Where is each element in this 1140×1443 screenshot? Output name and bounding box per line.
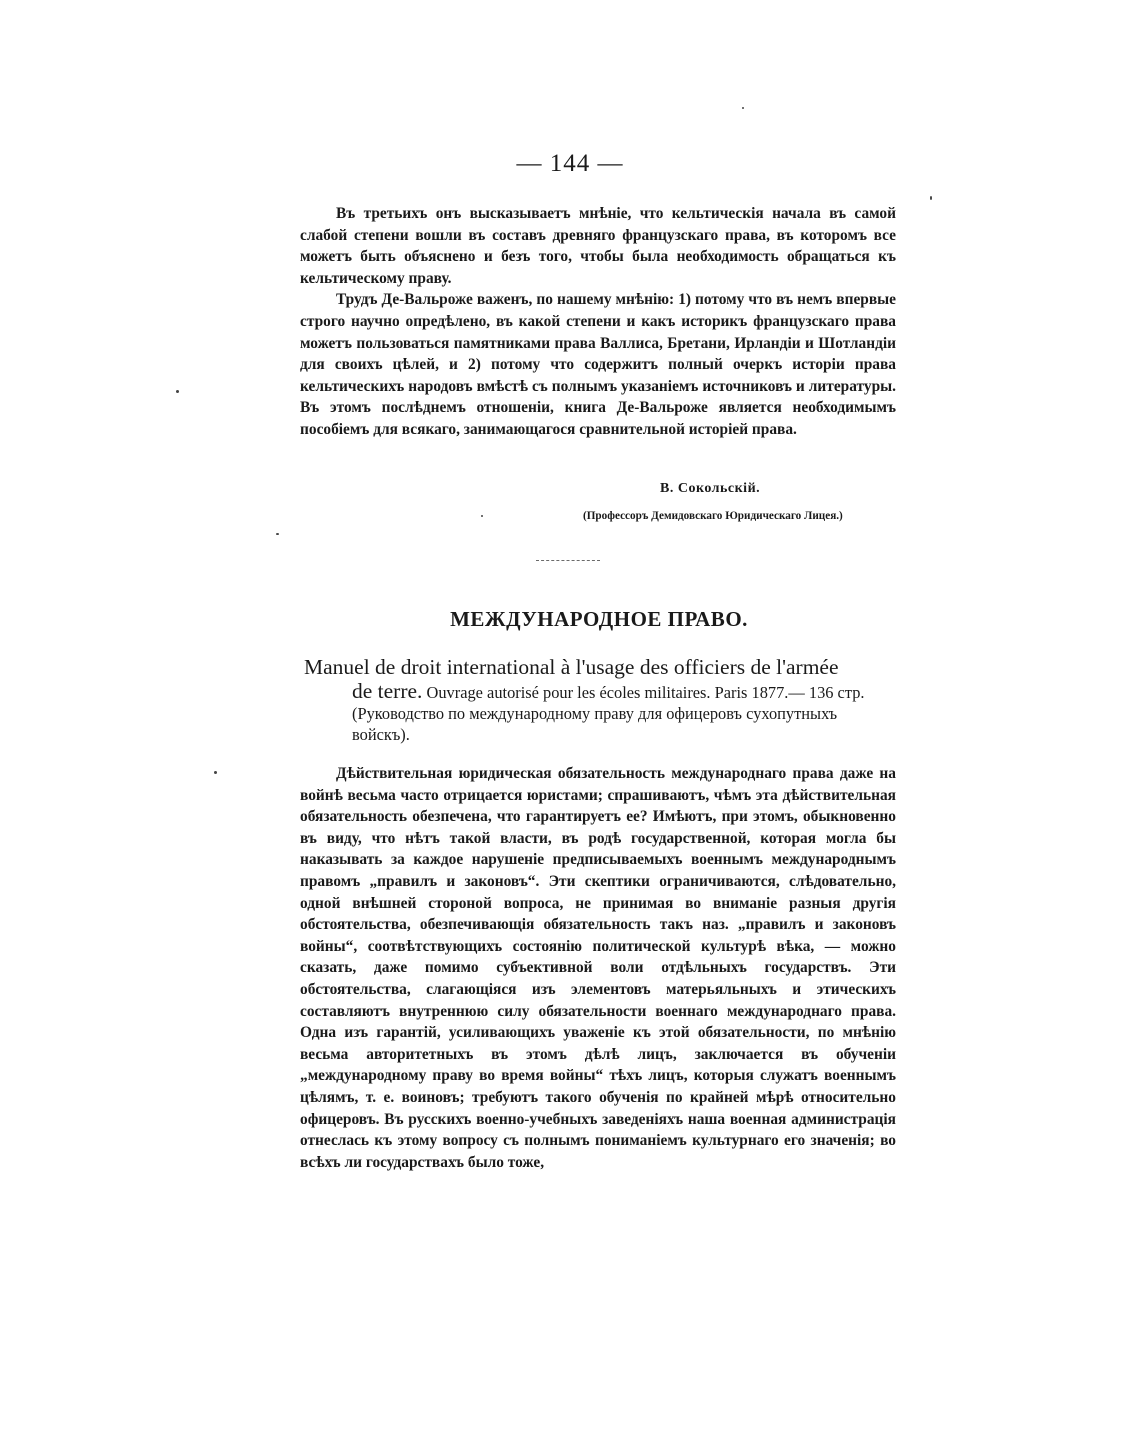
scan-speck — [214, 771, 217, 774]
book-title: Manuel de droit international à l'usage des officiers de l'armée — [304, 655, 839, 679]
author-affiliation: (Профессоръ Демидовскаго Юридическаго Лицея.) — [583, 510, 843, 522]
scan-speck — [742, 107, 744, 109]
article-paragraph: Дѣйствительная юридическая обязательность международнаго права даже на войнѣ весьма часто отрицается юристами; спрашиваютъ, чѣмъ эта дѣйствительная обязательность обезпечена, что гарантируетъ ее? Имѣютъ, при этомъ, обыкновенно въ виду, что нѣтъ такой власти, въ родѣ государственной, которая могла бы наказывать за каждое нарушеніе предписываемыхъ военнымъ международнымъ правомъ „правилъ и законовъ“. Эти скептики ограничиваются, слѣдовательно, одной внѣшней стороной вопроса, не принимая во вниманіе разныя другія обстоятельства, обезпечивающія обязательность такъ наз. „правилъ и законовъ войны“, соотвѣтствующихъ состоянію политической культурѣ вѣка, — можно сказать, даже помимо субъективной воли отдѣльныхъ государствъ. Эти обстоятельства, слагающіяся изъ элементовъ матерьяльныхъ и этическихъ составляютъ внутреннюю силу обязательности военнаго международнаго права. Одна изъ гарантій, усиливающихъ уваженіе къ этой обязательности, по мнѣнію весьма авторитетныхъ въ этомъ дѣлѣ лицъ, заключается въ обученіи „международному праву во время войны“ тѣхъ лицъ, которыя служатъ военнымъ цѣлямъ, т. е. воиновъ; требуютъ такого обученія по крайней мѣрѣ относительно офицеровъ. Въ русскихъ военно-учебныхъ заведеніяхъ наша военная администрація отнеслась къ этому вопросу съ полнымъ пониманіемъ культурнаго его значенія; во всѣхъ ли государствахъ было тоже, — [300, 765, 896, 1171]
section-title: МЕЖДУНАРОДНОЕ ПРАВО. — [450, 607, 748, 631]
article-text — [300, 763, 896, 1173]
author-signature: В. Сокольскій. — [660, 481, 761, 496]
book-publication-details: Ouvrage autorisé pour les écoles militaires. Paris 1877.— 136 стр. (Руководство по международному праву для офицеровъ сухопутныхъ войскъ). — [352, 683, 865, 744]
scan-speck — [176, 390, 179, 393]
scan-speck — [930, 196, 932, 200]
review-paragraph: Въ третьихъ онъ высказываетъ мнѣніе, что кельтическія начала въ самой слабой степени вошли въ составъ древняго французскаго права, въ которомъ все можетъ быть объяснено и безъ того, чтобы была необходимость обращаться къ кельтическому праву. — [300, 205, 896, 287]
page-number: — 144 — — [516, 150, 624, 177]
section-separator — [536, 560, 600, 561]
scan-speck — [481, 515, 483, 517]
scan-speck — [276, 533, 279, 535]
review-text — [300, 203, 896, 441]
review-paragraph: Трудъ Де-Вальроже важенъ, по нашему мнѣнію: 1) потому что въ немъ впервые строго научно опредѣлено, въ какой степени и какъ историкъ французскаго права можетъ пользоваться памятниками права Валлиса, Бретани, Ирландіи и Шотландіи для своихъ цѣлей, и 2) потому что содержитъ полный очеркъ исторіи права кельтическихъ народовъ вмѣстѣ съ полнымъ указаніемъ источниковъ и литературы. Въ этомъ послѣднемъ отношеніи, книга Де-Вальроже является необходимымъ пособіемъ для всякаго, занимающагося сравнительной исторіей права. — [300, 291, 896, 438]
book-title-continuation: de terre. — [352, 679, 423, 703]
book-description — [352, 681, 896, 745]
